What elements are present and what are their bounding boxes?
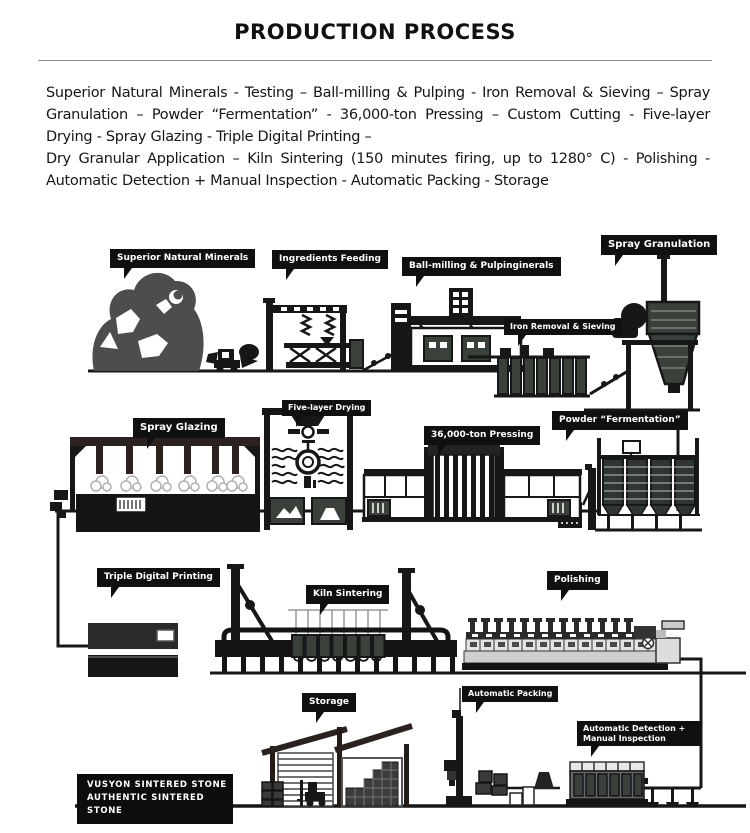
label-spray-granulation: Spray Granulation: [601, 235, 717, 255]
polishing-illustration: [462, 618, 684, 670]
page-title: PRODUCTION PROCESS: [234, 20, 516, 44]
kiln-sintering-illustration: [215, 564, 457, 674]
label-iron-removal-sieving: Iron Removal & Sieving: [504, 319, 622, 335]
label-automatic-detection: Automatic Detection + Manual Inspection: [577, 721, 701, 746]
spray-granulation-illustration: [612, 255, 699, 410]
spray-glazing-illustration: [50, 437, 260, 532]
brand-box: [77, 774, 233, 824]
pressing-illustration: [362, 445, 582, 522]
powder-fermentation-illustration: [595, 438, 702, 530]
label-spray-glazing: Spray Glazing: [133, 418, 225, 438]
label-superior-natural-minerals: Superior Natural Minerals: [110, 249, 255, 268]
wheel-loader-illustration: [206, 344, 259, 373]
automatic-packing-illustration: [444, 688, 560, 806]
label-ingredients-feeding: Ingredients Feeding: [272, 250, 388, 269]
process-description-line-2: Dry Granular Application – Kiln Sintering (150 minutes firing, up to 1280° C) - Polishing - Automatic Detection + Manual Inspection - Automatic Packing - Storage: [46, 151, 710, 189]
label-ball-milling: Ball-milling & Pulpinginerals: [402, 257, 561, 276]
brand-line-2: AUTHENTIC SINTERED STONE: [87, 793, 205, 817]
minerals-pile-illustration: [93, 273, 204, 371]
brand-line-1: VUSYON SINTERED STONE: [87, 780, 227, 790]
label-polishing: Polishing: [547, 571, 608, 590]
automatic-detection-illustration: [566, 762, 648, 806]
label-automatic-packing: Automatic Packing: [462, 686, 558, 702]
label-five-layer-drying: Five-layer Drying: [282, 400, 371, 416]
process-description-line-1: Superior Natural Minerals - Testing – Ball-milling & Pulping - Iron Removal & Sieving – Spray Granulation – Powder “Fermentation” - 36,000-ton Pressing – Custom Cutting - Five-layer Drying - Spray Glazing - Triple Digital Printing –: [46, 85, 710, 145]
label-storage: Storage: [302, 693, 356, 712]
label-powder-fermentation: Powder “Fermentation”: [552, 411, 688, 430]
label-36000-ton-pressing: 36,000-ton Pressing: [424, 426, 540, 445]
storage-illustration: [262, 726, 412, 807]
label-triple-digital-printing: Triple Digital Printing: [97, 568, 220, 587]
ingredients-feeding-illustration: [263, 298, 407, 371]
label-kiln-sintering: Kiln Sintering: [306, 585, 389, 604]
triple-digital-printing-illustration: [88, 623, 178, 677]
